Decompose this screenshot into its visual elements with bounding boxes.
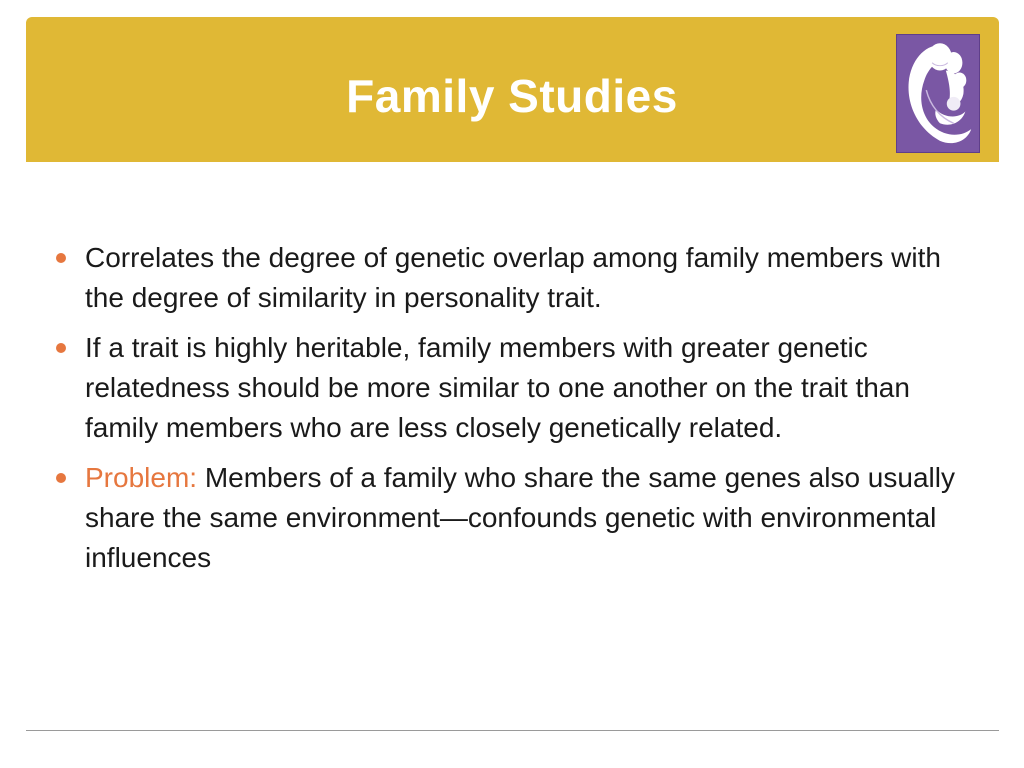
bullet-dot-icon bbox=[56, 343, 66, 353]
family-embrace-icon bbox=[896, 34, 980, 153]
footer-divider bbox=[26, 730, 999, 731]
bullet-dot-icon bbox=[56, 473, 66, 483]
bullet-text: Members of a family who share the same genes also usually share the same environment—confounds genetic with environmental influences bbox=[85, 462, 955, 573]
bullet-text: Correlates the degree of genetic overlap among family members with the degree of similarity in personality trait. bbox=[85, 242, 941, 313]
bullet-list bbox=[50, 238, 980, 588]
bullet-dot-icon bbox=[56, 253, 66, 263]
bullet-item bbox=[50, 238, 980, 318]
bullet-text: If a trait is highly heritable, family members with greater genetic relatedness should be more similar to one another on the trait than family members who are less closely genetically related. bbox=[85, 332, 910, 443]
bullet-item bbox=[50, 458, 980, 578]
bullet-item bbox=[50, 328, 980, 448]
bullet-highlight: Problem: bbox=[85, 462, 198, 493]
slide-title: Family Studies bbox=[346, 70, 678, 122]
